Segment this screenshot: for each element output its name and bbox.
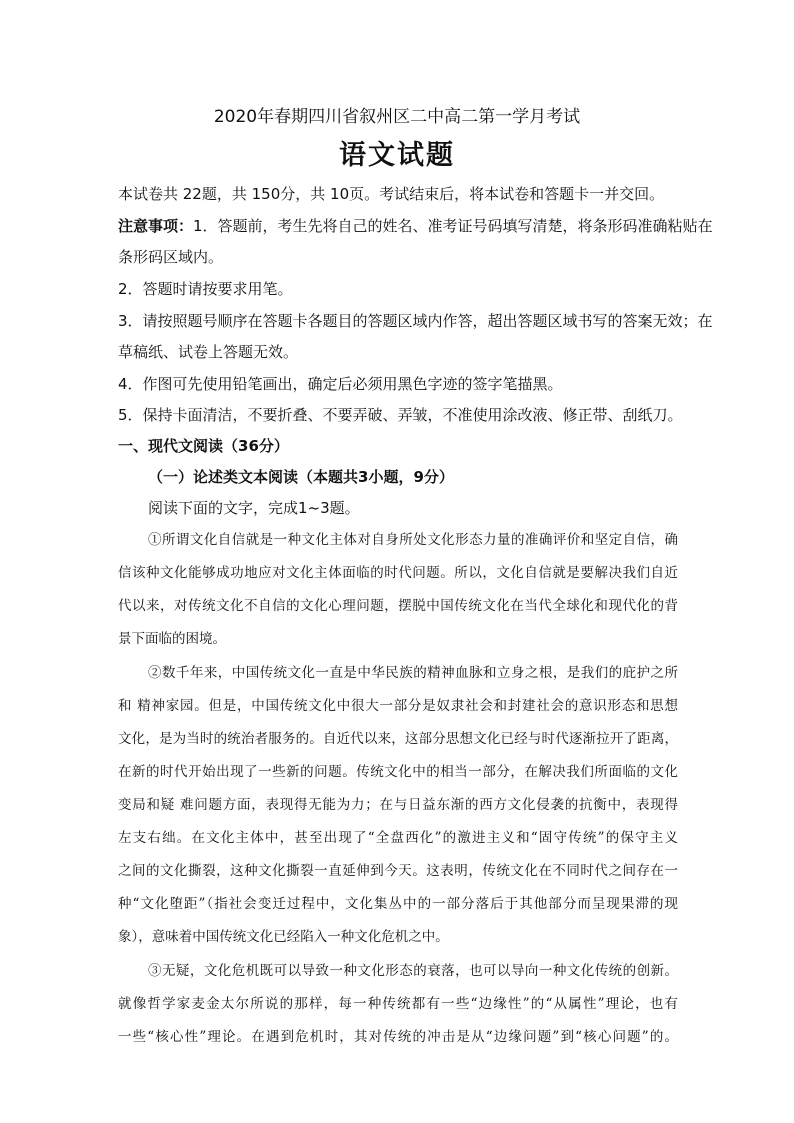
- note5: 5．保持卡面清洁，不要折叠、不要弄破、弄皱，不准使用涂改液、修正带、刮纸刀。: [118, 406, 683, 424]
- note3-line-b: 草稿纸、试卷上答题无效。: [118, 343, 299, 361]
- passage-p1-line: 信该种文化能够成功地应对文化主体面临的时代问题。所以，文化自信就是要解决我们自近: [118, 565, 678, 581]
- subject-title: 语文试题: [339, 140, 455, 171]
- note4: 4．作图可先使用铅笔画出，确定后必须用黑色字迹的签字笔描黑。: [118, 375, 563, 393]
- section-heading: 一、现代文阅读（36分）: [118, 437, 289, 455]
- reading-prompt: 阅读下面的文字，完成1~3题。: [148, 499, 360, 517]
- passage-p2-line: 之间的文化撕裂，这种文化撕裂一直延伸到今天。这表明，传统文化在不同时代之间存在一: [118, 863, 678, 879]
- passage-p1-line: 景下面临的困境。: [118, 631, 226, 647]
- note1-line-a: [118, 215, 713, 237]
- passage-p2-line: 变局和疑 难问题方面，表现得无能为力；在与日益东渐的西方文化侵袭的抗衡中，表现得: [118, 797, 678, 813]
- note2: 2．答题时请按要求用笔。: [118, 280, 293, 298]
- passage-p1-line: ①所谓文化自信就是一种文化主体对自身所处文化形态力量的准确评价和坚定自信，确: [148, 532, 678, 548]
- passage-p2-line: 在新的时代开始出现了一些新的问题。传统文化中的相当一部分，在解决我们所面临的文化: [118, 764, 678, 780]
- note1-text-a: 1．答题前，考生先将自己的姓名、准考证号码填写清楚，将条形码准确粘贴在: [193, 217, 713, 235]
- exam-intro: 本试卷共 22题，共 150分，共 10页。考试结束后，将本试卷和答题卡一并交回。: [118, 185, 665, 203]
- passage-p1-line: 代以来，对传统文化不自信的文化心理问题，摆脱中国传统文化在当代全球化和现代化的背: [118, 598, 678, 614]
- passage-p2-line: 种“文化堕距”（指社会变迁过程中，文化集丛中的一部分落后于其他部分而呈现果滞的现: [118, 896, 678, 912]
- note3-line-a: 3．请按照题号顺序在答题卡各题目的答题区域内作答，超出答题区域书写的答案无效；在: [118, 312, 713, 330]
- passage-p2-line: 文化，是为当时的统治者服务的。自近代以来，这部分思想文化已经与时代逐渐拉开了距离，: [118, 731, 678, 747]
- section-subheading: （一）论述类文本阅读（本题共3小题，9分）: [148, 468, 454, 486]
- passage-p2-line: ②数千年来，中国传统文化一直是中华民族的精神血脉和立身之根，是我们的庇护之所: [148, 665, 678, 681]
- note1-line-b: 条形码区域内。: [118, 248, 224, 266]
- passage-p3-line: 一些“核心性”理论。在遇到危机时，其对传统的冲击是从“边缘问题”到“核心问题”的。: [118, 1029, 678, 1045]
- notes-label: 注意事项：: [118, 217, 194, 235]
- passage-p2-line: 和 精神家园。但是，中国传统文化中很大一部分是奴隶社会和封建社会的意识形态和思想: [118, 698, 678, 714]
- exam-title: 2020年春期四川省叙州区二中高二第一学月考试: [213, 107, 581, 127]
- passage-p3-line: ③无疑，文化危机既可以导致一种文化形态的衰落，也可以导向一种文化传统的创新。: [148, 963, 678, 979]
- passage-p2-line: 象），意味着中国传统文化已经陷入一种文化危机之中。: [118, 929, 449, 945]
- passage-p2-line: 左支右绌。在文化主体中，甚至出现了“全盘西化”的激进主义和“固守传统”的保守主义: [118, 830, 678, 846]
- passage-p3-line: 就像哲学家麦金太尔所说的那样，每一种传统都有一些“边缘性”的“从属性”理论，也有: [118, 996, 678, 1012]
